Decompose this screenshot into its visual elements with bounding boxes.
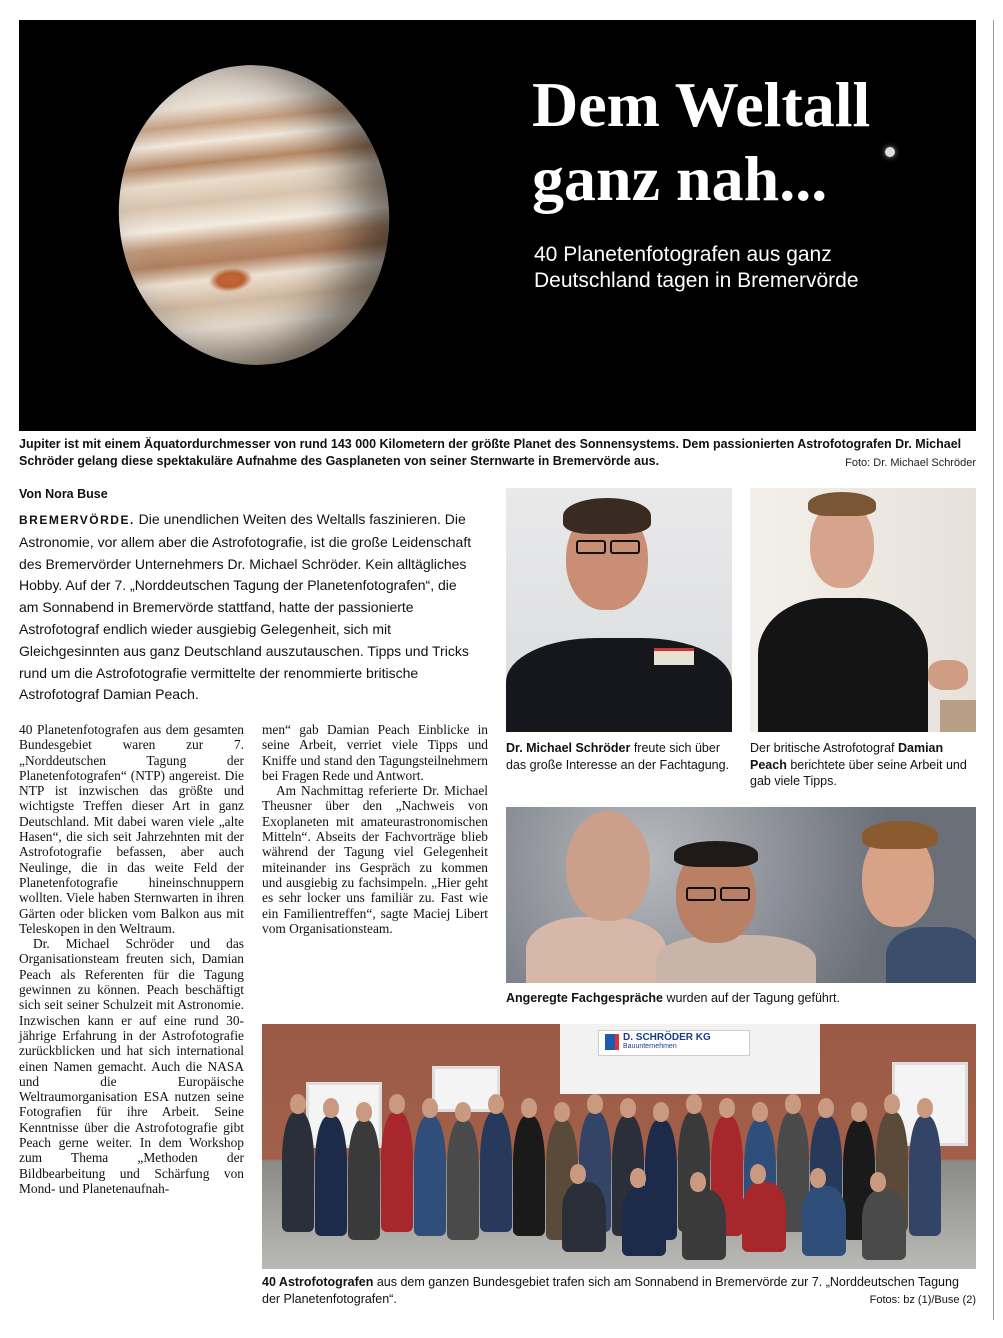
person-head xyxy=(752,1102,768,1122)
person-head xyxy=(785,1094,801,1114)
paragraph: 40 Planetenfotografen aus dem gesamten Bundesgebiet waren zur 7. „Norddeutschen Tagung der Planetenfotografen“ (NTP) angereist. Die NTP ist inzwischen das größte und wichtigste Treffen dieser Art in ganz Deutschland. Mit dabei waren viele „alte Hasen“, die sich seit Jahrzehnten mit der Astrofotografie befassen, aber auch Neulinge, die in das weite Feld der Planetenfotografie hineinschnuppern wollten. Viele haben Sternwarten in ihren Gärten oder blicken vom Balkon aus mit Teleskopen in den Weltraum. xyxy=(19,722,244,936)
lead-text: Die unendlichen Weiten des Weltalls faszinieren. Die Astronomie, vor allem aber die Astrofotografie, ist die große Leidenschaft des Bremervörder Unternehmers Dr. Michael Schröder. Kein alltägliches Hobby. Auf der 7. „Norddeutschen Tagung der Planetenfotografen“, die am Sonnabend in Bremervörde stattfand, hatte der passionierte Astrofotograf endlich wieder ausgiebig Gelegenheit, sich mit Gleichgesinnten aus ganz Deutschland auszutauschen. Tipps und Tricks rund um die Astrofotografie vermittelte der renommierte britische Astrofotograf Damian Peach. xyxy=(19,511,472,703)
caption-text: freute sich über das große Interesse an der Fachtagung. xyxy=(506,741,730,772)
person-body xyxy=(742,1182,786,1252)
person-head xyxy=(750,1164,766,1184)
person-head xyxy=(290,1094,306,1114)
photo-caption-2 xyxy=(750,740,976,790)
person-head xyxy=(356,1102,372,1122)
person-body xyxy=(315,1116,347,1236)
person-body xyxy=(886,927,976,983)
person-head xyxy=(389,1094,405,1114)
person-head xyxy=(686,1094,702,1114)
person-head xyxy=(323,1098,339,1118)
photo-caption-1 xyxy=(506,740,732,773)
person-body xyxy=(526,917,666,983)
person-head xyxy=(620,1098,636,1118)
photo-michael-schroeder xyxy=(506,488,732,732)
caption-bold: Damian Peach xyxy=(750,741,944,772)
person-head xyxy=(810,1168,826,1188)
person-body xyxy=(802,1186,846,1256)
glasses xyxy=(610,540,640,554)
dateline: BREMERVÖRDE. xyxy=(19,513,135,527)
subheadline-line-2: Deutschland tagen in Bremervörde xyxy=(534,269,859,292)
person-head xyxy=(917,1098,933,1118)
caption-text: berichtete über seine Arbeit und gab viele Tipps. xyxy=(750,757,967,788)
caption-bold: Angeregte Fachgespräche xyxy=(506,991,663,1005)
person-head xyxy=(884,1094,900,1114)
person-head xyxy=(818,1098,834,1118)
person-body xyxy=(622,1186,666,1256)
photo-damian-peach xyxy=(750,488,976,732)
caption-bold: Dr. Michael Schröder xyxy=(506,741,631,755)
company-sign xyxy=(598,1030,750,1056)
person-head xyxy=(653,1102,669,1122)
photo-group xyxy=(262,1024,976,1269)
company-sign-name: D. SCHRÖDER KG xyxy=(623,1032,711,1043)
person-body xyxy=(480,1112,512,1232)
hero-image xyxy=(19,20,976,431)
photo-caption-3 xyxy=(506,990,976,1007)
shirt-logo xyxy=(654,648,694,665)
person-body xyxy=(862,1190,906,1260)
person-body xyxy=(348,1120,380,1240)
person-hair xyxy=(808,492,876,516)
person-body xyxy=(562,1182,606,1252)
person-body xyxy=(656,935,816,983)
caption-text: Der britische Astrofotograf xyxy=(750,741,898,755)
lectern xyxy=(940,700,976,732)
person-body xyxy=(513,1116,545,1236)
headline xyxy=(532,68,962,216)
paragraph: men“ gab Damian Peach Einblicke in seine Arbeit, verriet viele Tipps und Kniffe und stand den Tagungsteilnehmern bei Fragen Rede und Antwort. xyxy=(262,722,488,783)
headline-line-1: Dem Weltall xyxy=(532,69,871,140)
person-head xyxy=(554,1102,570,1122)
glasses xyxy=(576,540,606,554)
raised-hand xyxy=(928,660,968,690)
person-body xyxy=(414,1116,446,1236)
person-body xyxy=(909,1116,941,1236)
person-hair xyxy=(563,498,651,534)
article-column-2 xyxy=(262,722,488,936)
lead-paragraph xyxy=(19,509,479,706)
person-head xyxy=(422,1098,438,1118)
hero-photo-credit: Foto: Dr. Michael Schröder xyxy=(845,457,976,469)
subheadline-line-1: 40 Planetenfotografen aus ganz xyxy=(534,243,832,266)
person-head xyxy=(521,1098,537,1118)
person-head xyxy=(587,1094,603,1114)
person-head xyxy=(690,1172,706,1192)
company-sign-subtitle: Bauunternehmen xyxy=(623,1043,677,1050)
paragraph: Am Nachmittag referierte Dr. Michael Theusner über den „Nachweis von Exoplaneten mit amateurastronomischen Mitteln“. Abseits der Fachvorträge blieb während der Tagung viel Gelegenheit miteinander ins Gespräch zu kommen und ausgiebig zu fachsimpeln. „Hier geht es sehr locker uns familiär zu. Fast wie ein Familientreffen“, sagte Maciej Libert vom Organisationsteam. xyxy=(262,783,488,936)
headline-line-2: ganz nah... xyxy=(532,143,828,214)
subheadline xyxy=(534,242,954,294)
hero-caption xyxy=(19,436,976,470)
paragraph: Dr. Michael Schröder und das Organisationsteam freuten sich, Damian Peach als Referenten für die Tagung gewinnen zu können. Peach beschäftigt sich seit seiner Schulzeit mit Astronomie. Inzwischen kann er auf eine rund 30-jährige Erfahrung in der Astrofotografie zurückblicken und hat sich international einen Namen gemacht. Auch die NASA und die Europäische Weltraumorganisation ESA nutzen seine Fotografien für ihre Arbeit. Seine Kenntnisse über die Astrofotografie gibt Peach gerne weiter. In dem Workshop zum Thema „Methoden der Bildbearbeitung und Schärfung von Mond- und Planetenaufnah- xyxy=(19,936,244,1196)
caption-bold: 40 Astrofotografen xyxy=(262,1275,374,1289)
caption-text: aus dem ganzen Bundesgebiet trafen sich am Sonnabend in Bremervörde zur 7. „Norddeutschen Tagung der Planetenfotografen“. xyxy=(262,1275,959,1306)
hero-caption-text: ist mit einem Äquatordurchmesser von rund 143 000 Kilometern der größte Planet des Sonnensystems. Dem passionierten Astrofotografen Dr. Michael Schröder gelang diese spektakuläre Aufnahme des Gasplaneten von seiner Sternwarte in Bremervörde aus. xyxy=(19,437,962,468)
hero-caption-bold: Jupiter xyxy=(19,437,61,451)
byline: Von Nora Buse xyxy=(19,487,108,501)
column-rule xyxy=(993,20,994,1320)
person-head xyxy=(455,1102,471,1122)
caption-text: wurden auf der Tagung geführt. xyxy=(663,991,840,1005)
person-head xyxy=(488,1094,504,1114)
person-body xyxy=(758,598,928,732)
glasses xyxy=(720,887,750,901)
person-head xyxy=(570,1164,586,1184)
person-head xyxy=(630,1168,646,1188)
person-head xyxy=(870,1172,886,1192)
person-head xyxy=(851,1102,867,1122)
company-logo-icon xyxy=(605,1034,619,1050)
person-body xyxy=(381,1112,413,1232)
article-column-1 xyxy=(19,722,244,1196)
jupiter-planet xyxy=(104,52,404,379)
person-body xyxy=(282,1112,314,1232)
group-photo-credit: Fotos: bz (1)/Buse (2) xyxy=(869,1294,976,1306)
person-hair xyxy=(674,841,758,867)
photo-conversation xyxy=(506,807,976,983)
person-body xyxy=(447,1120,479,1240)
person-hair xyxy=(862,821,938,849)
person-body xyxy=(682,1190,726,1260)
person-head xyxy=(566,811,650,921)
person-body xyxy=(506,638,732,732)
glasses xyxy=(686,887,716,901)
person-head xyxy=(719,1098,735,1118)
